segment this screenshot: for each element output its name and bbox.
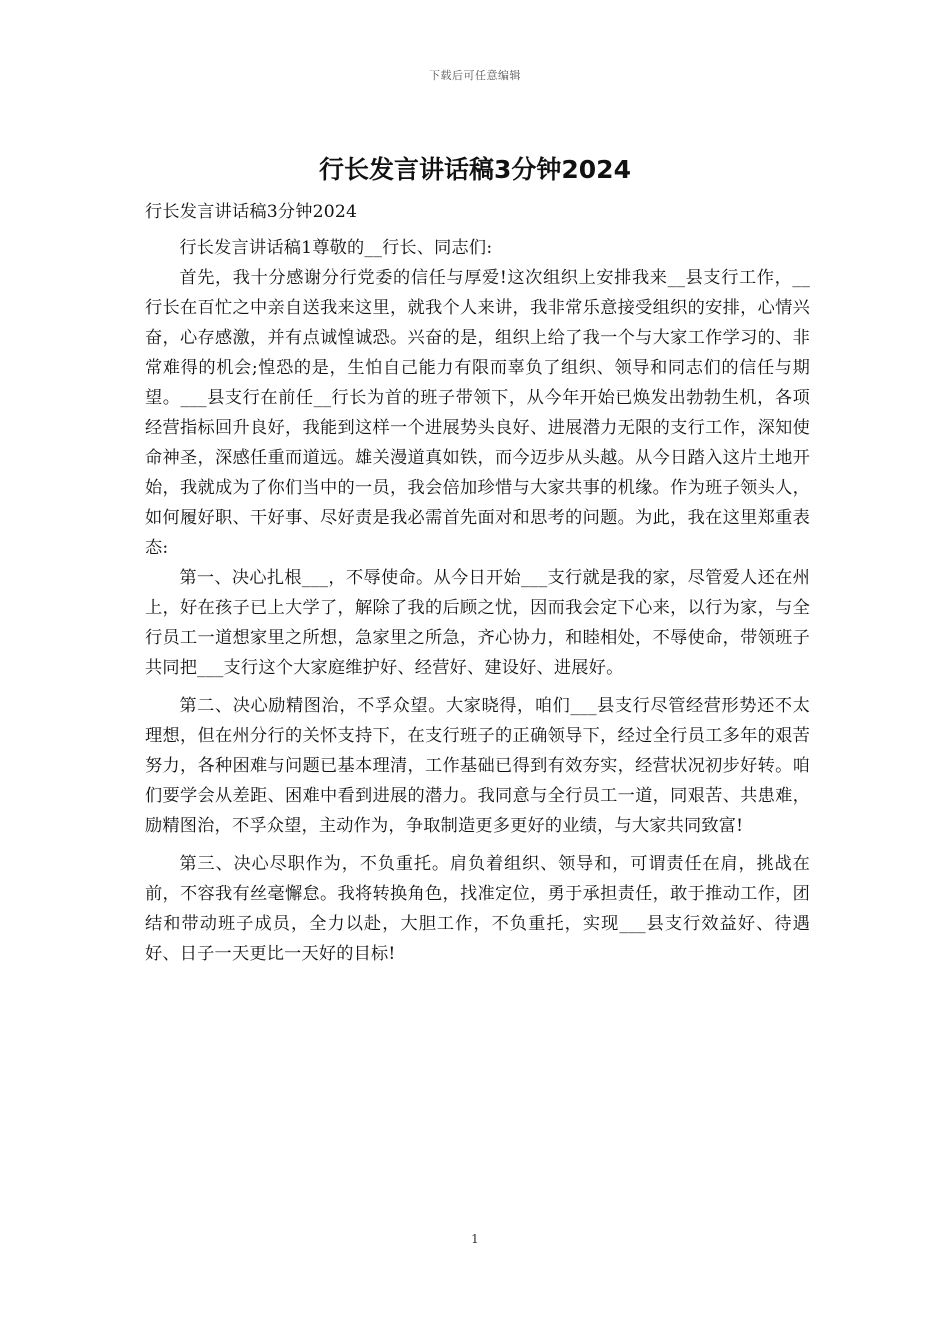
document-title: 行长发言讲话稿3分钟2024 <box>319 155 631 184</box>
paragraph-opening: 首先，我十分感谢分行党委的信任与厚爱!这次组织上安排我来__县支行工作，__行长在百忙之中亲自送我来这里，就我个人来讲，我非常乐意接受组织的安排，心情兴奋，心存感激，并有点诚惶诚恐。兴奋的是，组织上给了我一个与大家工作学习的、非常难得的机会;惶恐的是，生怕自己能力有限而辜负了组织、领导和同志们的信任与期望。___县支行在前任__行长为首的班子带领下，从今年开始已焕发出勃勃生机，各项经营指标回升良好，我能到这样一个进展势头良好、进展潜力无限的支行工作，深知使命神圣，深感任重而道远。雄关漫道真如铁，而今迈步从头越。从今日踏入这片土地开始，我就成为了你们当中的一员，我会倍加珍惜与大家共事的机缘。作为班子领头人，如何履好职、干好事、尽好责是我必需首先面对和思考的问题。为此，我在这里郑重表态: <box>145 268 810 558</box>
paragraph-third-pledge: 第三、决心尽职作为，不负重托。肩负着组织、领导和，可谓责任在肩，挑战在前，不容我有丝毫懈怠。我将转换角色，找准定位，勇于承担责任，敢于推动工作，团结和带动班子成员，全力以赴，大胆工作，不负重托，实现___县支行效益好、待遇好、日子一天更比一天好的目标! <box>145 854 810 964</box>
header-note: 下载后可任意编辑 <box>429 69 521 82</box>
paragraph-salutation: 行长发言讲话稿1尊敬的__行长、同志们: <box>179 238 493 258</box>
paragraph-second-pledge: 第二、决心励精图治，不孚众望。大家晓得，咱们___县支行尽管经营形势还不太理想，但在州分行的关怀支持下，在支行班子的正确领导下，经过全行员工多年的艰苦努力，各种困难与问题已基本理清，工作基础已得到有效夯实，经营状况初步好转。咱们要学会从差距、困难中看到进展的潜力。我同意与全行员工一道，同艰苦、共患难，励精图治，不孚众望，主动作为，争取制造更多更好的业绩，与大家共同致富! <box>145 696 810 836</box>
page-number: 1 <box>471 1232 479 1246</box>
paragraph-first-pledge: 第一、决心扎根___，不辱使命。从今日开始___支行就是我的家，尽管爱人还在州上，好在孩子已上大学了，解除了我的后顾之忧，因而我会定下心来，以行为家，与全行员工一道想家里之所想，急家里之所急，齐心协力，和睦相处，不辱使命，带领班子共同把___支行这个大家庭维护好、经营好、建设好、进展好。 <box>145 568 810 678</box>
document-body <box>145 197 810 969</box>
document-subtitle: 行长发言讲话稿3分钟2024 <box>145 202 358 222</box>
